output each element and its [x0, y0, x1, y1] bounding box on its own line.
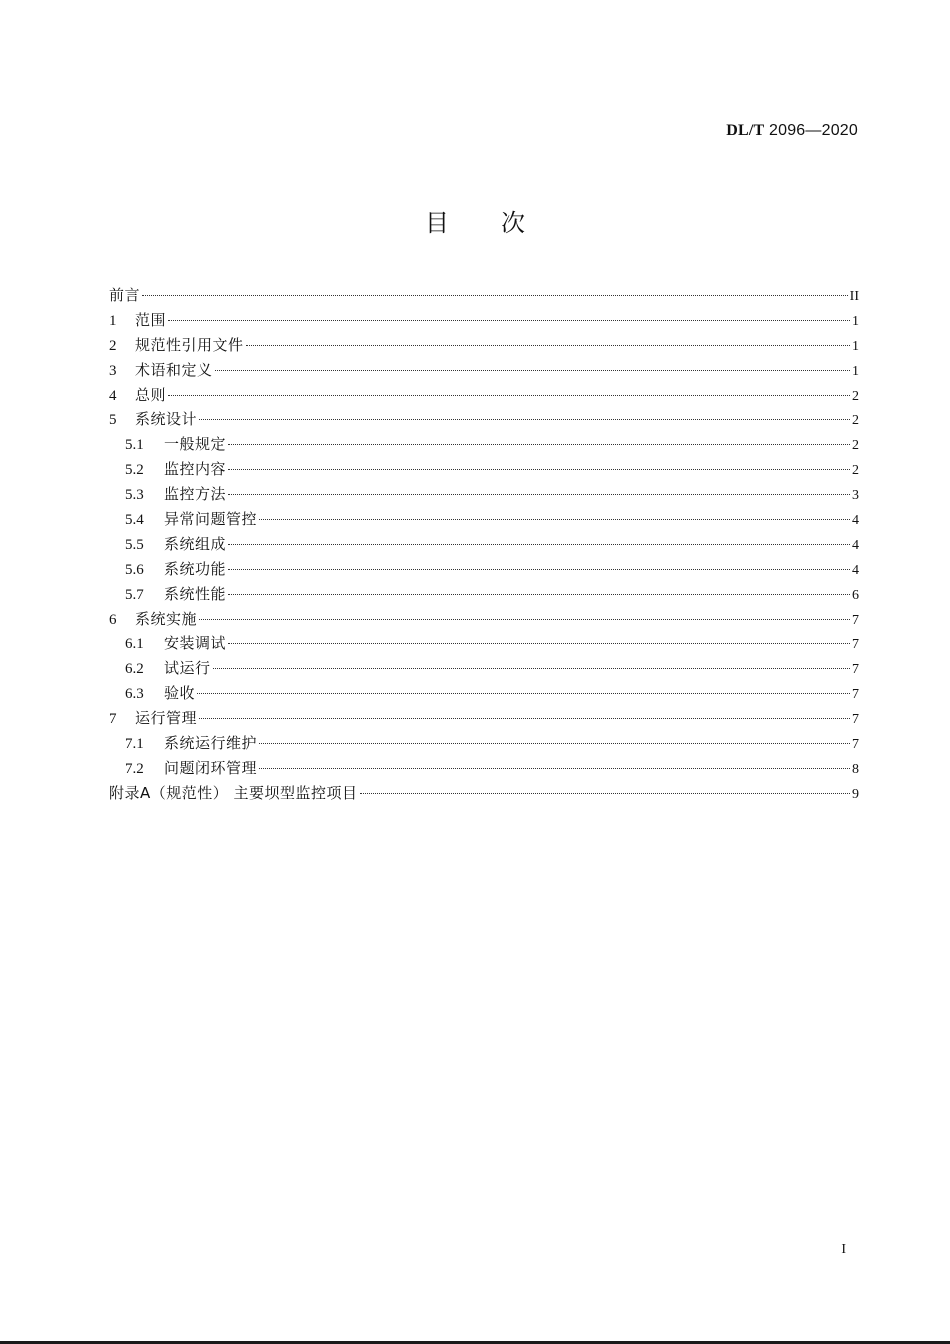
toc-entry-page: 1: [852, 363, 859, 379]
toc-dot-leader: [199, 718, 850, 719]
toc-entry-number: 5.2: [125, 462, 144, 479]
toc-entry[interactable]: [109, 706, 859, 731]
toc-entry-page: 7: [852, 612, 859, 628]
toc-entry-page: 4: [852, 513, 859, 529]
toc-entry-page: 2: [852, 413, 859, 429]
toc-entry[interactable]: [109, 308, 859, 333]
toc-dot-leader: [142, 295, 848, 296]
toc-entry[interactable]: [109, 358, 859, 383]
toc-entry-label: 系统实施: [135, 609, 198, 628]
toc-entry-label: 总则: [135, 385, 167, 404]
toc-dot-leader: [168, 395, 850, 396]
toc-dot-leader: [228, 643, 850, 644]
toc-entry[interactable]: [109, 656, 859, 681]
toc-entry-label: 术语和定义: [135, 360, 213, 379]
toc-entry-page: 9: [852, 786, 859, 802]
toc-entry-label: 试运行: [164, 659, 211, 678]
toc-dot-leader: [360, 793, 850, 794]
toc-entry-number: 7: [109, 711, 117, 728]
toc-entry-number: 1: [109, 312, 117, 329]
toc-dot-leader: [228, 569, 850, 570]
toc-dot-leader: [259, 519, 850, 520]
toc-entry-page: 7: [852, 737, 859, 753]
toc-entry-label: 验收: [164, 684, 196, 703]
toc-entry-page: 6: [852, 587, 859, 603]
toc-entry-label: 范围: [135, 310, 167, 329]
toc-entry-number: 5.6: [125, 561, 144, 578]
toc-dot-leader: [213, 668, 850, 669]
standard-code-number: 2096—2020: [764, 122, 858, 139]
toc-entry-page: II: [849, 289, 859, 304]
toc-entry-number: 5.3: [125, 487, 144, 504]
standard-code-prefix: DL/T: [726, 122, 765, 139]
toc-entry[interactable]: [109, 756, 859, 781]
toc-entry-label: 附录A（规范性） 主要坝型监控项目: [109, 783, 358, 802]
standard-code: [726, 122, 858, 140]
toc-entry-number: 2: [109, 337, 117, 354]
toc-entry-label: 系统设计: [135, 410, 198, 429]
toc-dot-leader: [168, 320, 850, 321]
toc-entry-page: 4: [852, 537, 859, 553]
table-of-contents: [109, 283, 859, 806]
toc-entry[interactable]: [109, 631, 859, 656]
toc-entry-page: 3: [852, 488, 859, 504]
toc-entry-number: 5.5: [125, 536, 144, 553]
toc-dot-leader: [259, 743, 850, 744]
toc-entry-label: 问题闭环管理: [164, 758, 258, 777]
page-number: I: [841, 1242, 846, 1257]
toc-dot-leader: [199, 419, 850, 420]
toc-entry[interactable]: [109, 607, 859, 632]
toc-entry[interactable]: [109, 557, 859, 582]
toc-entry-number: 6: [109, 611, 117, 628]
toc-entry-label: 前言: [109, 286, 141, 304]
toc-entry-label: 运行管理: [135, 709, 198, 728]
toc-entry[interactable]: [109, 482, 859, 507]
toc-entry-page: 7: [852, 687, 859, 703]
toc-dot-leader: [228, 494, 850, 495]
toc-dot-leader: [197, 693, 850, 694]
toc-entry[interactable]: [109, 681, 859, 706]
toc-dot-leader: [228, 594, 850, 595]
toc-entry-page: 2: [852, 463, 859, 479]
toc-entry-number: 5: [109, 412, 117, 429]
toc-entry-number: 7.1: [125, 736, 144, 753]
toc-entry[interactable]: [109, 383, 859, 408]
toc-entry[interactable]: [109, 731, 859, 756]
toc-entry[interactable]: [109, 507, 859, 532]
toc-entry-number: 5.1: [125, 437, 144, 454]
toc-entry-page: 1: [852, 338, 859, 354]
toc-entry-label: 系统性能: [164, 584, 227, 603]
toc-entry-label: 系统运行维护: [164, 734, 258, 753]
toc-dot-leader: [199, 619, 850, 620]
toc-entry-label: 系统功能: [164, 559, 227, 578]
toc-entry-page: 1: [852, 313, 859, 329]
toc-entry-number: 6.1: [125, 636, 144, 653]
toc-dot-leader: [228, 444, 850, 445]
toc-entry-page: 8: [852, 761, 859, 777]
toc-entry-number: 7.2: [125, 760, 144, 777]
toc-dot-leader: [215, 370, 850, 371]
toc-entry-label: 监控内容: [164, 460, 227, 479]
toc-entry[interactable]: [109, 582, 859, 607]
toc-entry-number: 6.2: [125, 661, 144, 678]
toc-entry-label: 规范性引用文件: [135, 335, 244, 354]
toc-entry-page: 2: [852, 388, 859, 404]
toc-entry-page: 2: [852, 438, 859, 454]
toc-entry-number: 6.3: [125, 686, 144, 703]
toc-entry-number: 5.4: [125, 512, 144, 529]
toc-entry[interactable]: [109, 407, 859, 432]
toc-entry-page: 4: [852, 562, 859, 578]
toc-entry-label: 一般规定: [164, 435, 227, 454]
toc-entry-number: 4: [109, 387, 117, 404]
toc-dot-leader: [246, 345, 850, 346]
toc-entry[interactable]: [109, 457, 859, 482]
toc-title: 目次: [425, 209, 577, 237]
toc-entry-page: 7: [852, 662, 859, 678]
toc-entry-label: 监控方法: [164, 485, 227, 504]
toc-entry[interactable]: [109, 432, 859, 457]
toc-entry-label: 安装调试: [164, 634, 227, 653]
toc-dot-leader: [228, 469, 850, 470]
toc-entry-number: 3: [109, 362, 117, 379]
toc-entry-label: 异常问题管控: [164, 510, 258, 529]
toc-entry[interactable]: [109, 532, 859, 557]
toc-entry-label: 系统组成: [164, 534, 227, 553]
toc-entry-page: 7: [852, 712, 859, 728]
toc-entry[interactable]: [109, 781, 859, 806]
toc-entry-page: 7: [852, 637, 859, 653]
toc-entry[interactable]: [109, 283, 859, 308]
toc-dot-leader: [228, 544, 850, 545]
toc-dot-leader: [259, 768, 850, 769]
toc-entry-number: 5.7: [125, 586, 144, 603]
toc-entry[interactable]: [109, 333, 859, 358]
